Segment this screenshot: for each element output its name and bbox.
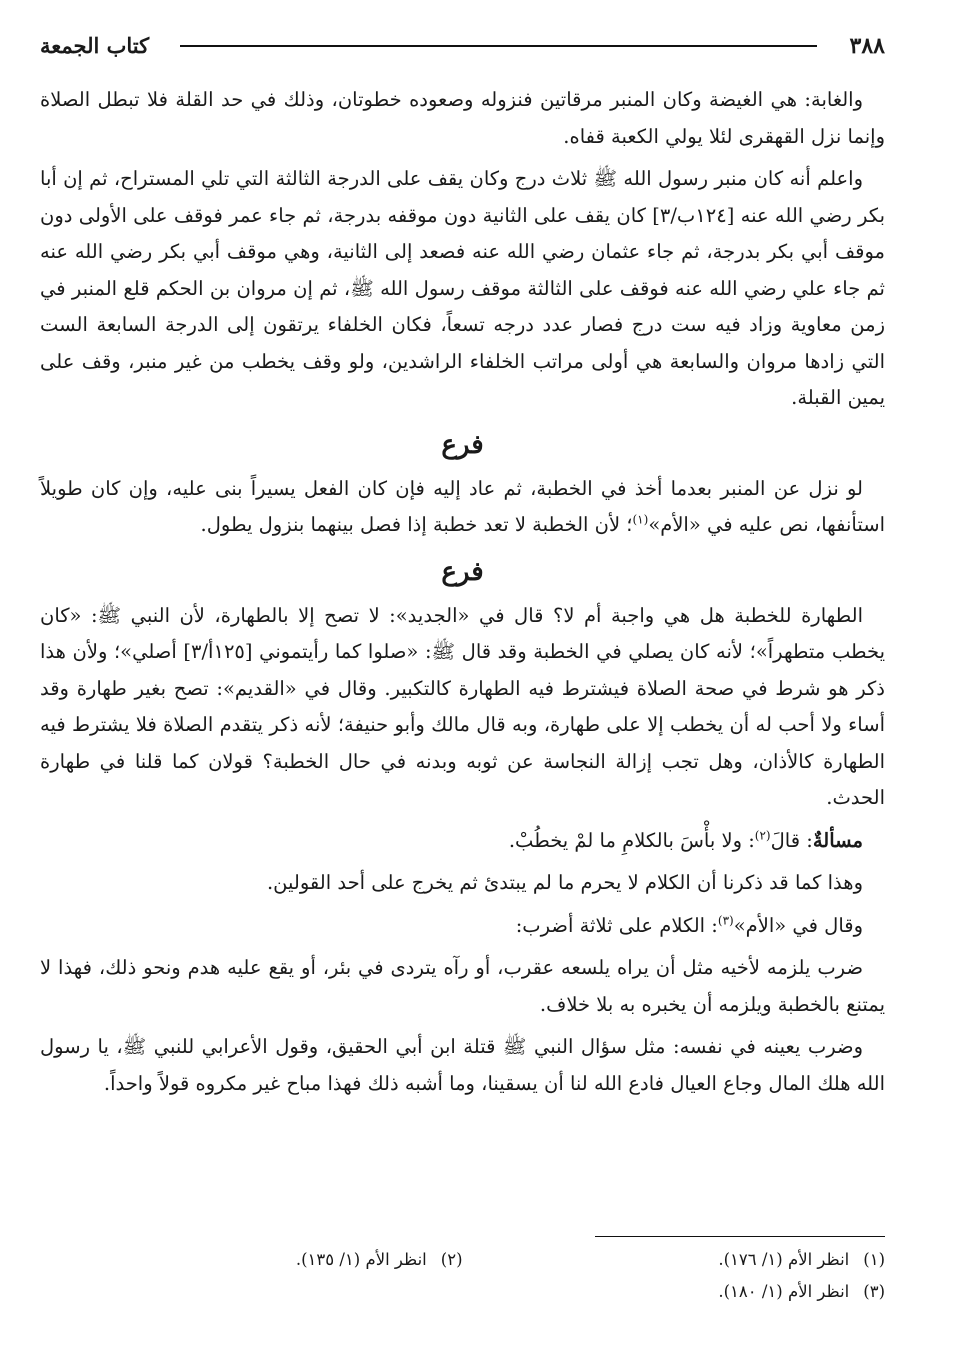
paragraph: وهذا كما قد ذكرنا أن الكلام لا يحرم ما لم يبتدئ ثم يخرج على أحد القولين. — [266, 871, 863, 894]
footnote — [463, 1244, 886, 1276]
section-heading: فرع — [441, 556, 484, 587]
page-header — [40, 30, 885, 66]
paragraph — [40, 908, 885, 945]
footnote — [40, 1244, 463, 1276]
footnote-ref: (١) — [632, 512, 649, 527]
paragraph: واعلم أنه كان منبر رسول الله ﷺ ثلاث درج وكان يقف على الدرجة الثالثة التي تلي المستراح، ثم إن أبا بكر رضي الله عنه [١٢٤ب/٣] كان يقف على الثانية دون موقفه بدرجة، ثم جاء عمر فوقف على الأولى دون موقف أبي بكر بدرجة، ثم جاء عثمان رضي الله عنه فصعد إلى الثانية، وهي موقف أبي بكر رضي الله عنه ثم جاء علي رضي الله عنه فوقف على الثالثة موقف رسول الله ﷺ، ثم إن مروان بن الحكم قلع المنبر في زمن معاوية وزاد فيه ست درج فصار عدد درجه تسعاً، فكان الخلفاء يرتقون إلى الدرجة السابعة الست التي زادها مروان والسابعة هي أولى مراتب الخلفاء الراشدين، ولو وقف يخطب من غير منبر، وقف على يمين القبلة. — [40, 167, 885, 409]
main-text — [40, 82, 885, 1108]
header-rule — [180, 45, 817, 47]
paragraph-text: لو نزل عن المنبر بعدما أخذ في الخطبة، ثم عاد إليه فإن كان الفعل يسيراً بنى عليه، وإن كان طويلاً استأنفها، نص عليه في «الأم» — [40, 476, 885, 536]
masala-label: مسألةٌ — [812, 828, 863, 852]
footnote-text: انظر الأم (١/ ١٧٦). — [718, 1250, 850, 1269]
footnote-separator — [595, 1236, 885, 1237]
paragraph — [40, 471, 885, 544]
footnotes — [40, 1244, 885, 1308]
running-title: كتاب الجمعة — [40, 33, 150, 58]
footnote-number: (٢) — [440, 1250, 463, 1269]
footnote-text: انظر الأم (١/ ١٣٥). — [295, 1250, 427, 1269]
paragraph-text: : قالَ — [770, 828, 813, 852]
footnote-row — [40, 1276, 885, 1308]
paragraph-text: : ولا بأْسَ بالكلامِ ما لمْ يخطُبْ. — [508, 828, 755, 852]
paragraph: الطهارة للخطبة هل هي واجبة أم لا؟ قال في «الجديد»: لا تصح إلا بالطهارة، لأن النبي ﷺ: «كان يخطب متطهراً»؛ لأنه كان يصلي في الخطبة وقد قال ﷺ: «صلوا كما رأيتموني [١٢٥أ/٣] أصلي»؛ ولأن هذا ذكر هو شرط في صحة الصلاة فيشترط فيه الطهارة كالتكبير. وقال في «القديم»: تصح بغير طهارة وقد أساء ولا أحب له أن يخطب إلا على طهارة، وبه قال مالك وأبو حنيفة؛ لأنه ذكر يتقدم الصلاة فلا يشترط فيه الطهارة كالأذان، وهل تجب إزالة النجاسة عن ثوبه وبدنه في حال الخطبة؟ قولان كما قلنا في طهارة الحدث. — [40, 603, 885, 809]
footnote — [463, 1276, 886, 1308]
footnote-row — [40, 1244, 885, 1276]
page-number: ٣٨٨ — [849, 33, 885, 59]
paragraph-text: وقال في «الأم» — [733, 913, 863, 937]
footnote-number: (١) — [863, 1250, 885, 1269]
footnote-ref: (٢) — [754, 828, 771, 842]
paragraph: والغابة: هي الغيضة وكان المنبر مرقاتين فنزوله وصعوده خطوتان، وذلك في حد القلة فلا تبطل الصلاة وإنما نزل القهقرى لئلا يولي الكعبة قفاه. — [40, 88, 885, 148]
footnote-number: (٣) — [863, 1282, 885, 1301]
paragraph: ضرب يلزمه لأخيه مثل أن يراه يلسعه عقرب، أو رآه يتردى في بئر، أو يقع عليه هدم ونحو ذلك، فهذا لا يمتنع بالخطبة ويلزمه أن يخبره به بلا خلاف. — [40, 956, 885, 1016]
section-heading: فرع — [441, 429, 484, 460]
paragraph-text: ؛ لأن الخطبة لا تعد خطبة إذا فصل بينهما بنزول يطول. — [200, 513, 633, 536]
footnote-text: انظر الأم (١/ ١٨٠). — [718, 1282, 850, 1301]
footnote-ref: (٣) — [717, 913, 734, 927]
paragraph-text: : الكلام على ثلاثة أضرب: — [515, 913, 718, 937]
masala-paragraph — [40, 823, 885, 860]
paragraph: وضرب يعينه في نفسه: مثل سؤال النبي ﷺ قتلة ابن أبي الحقيق، وقول الأعرابي للنبي ﷺ، يا رسول الله هلك المال وجاع العيال فادع الله لنا أن يسقينا، وما أشبه ذلك فهذا مباح غير مكروه قولاً واحداً. — [40, 1035, 885, 1095]
